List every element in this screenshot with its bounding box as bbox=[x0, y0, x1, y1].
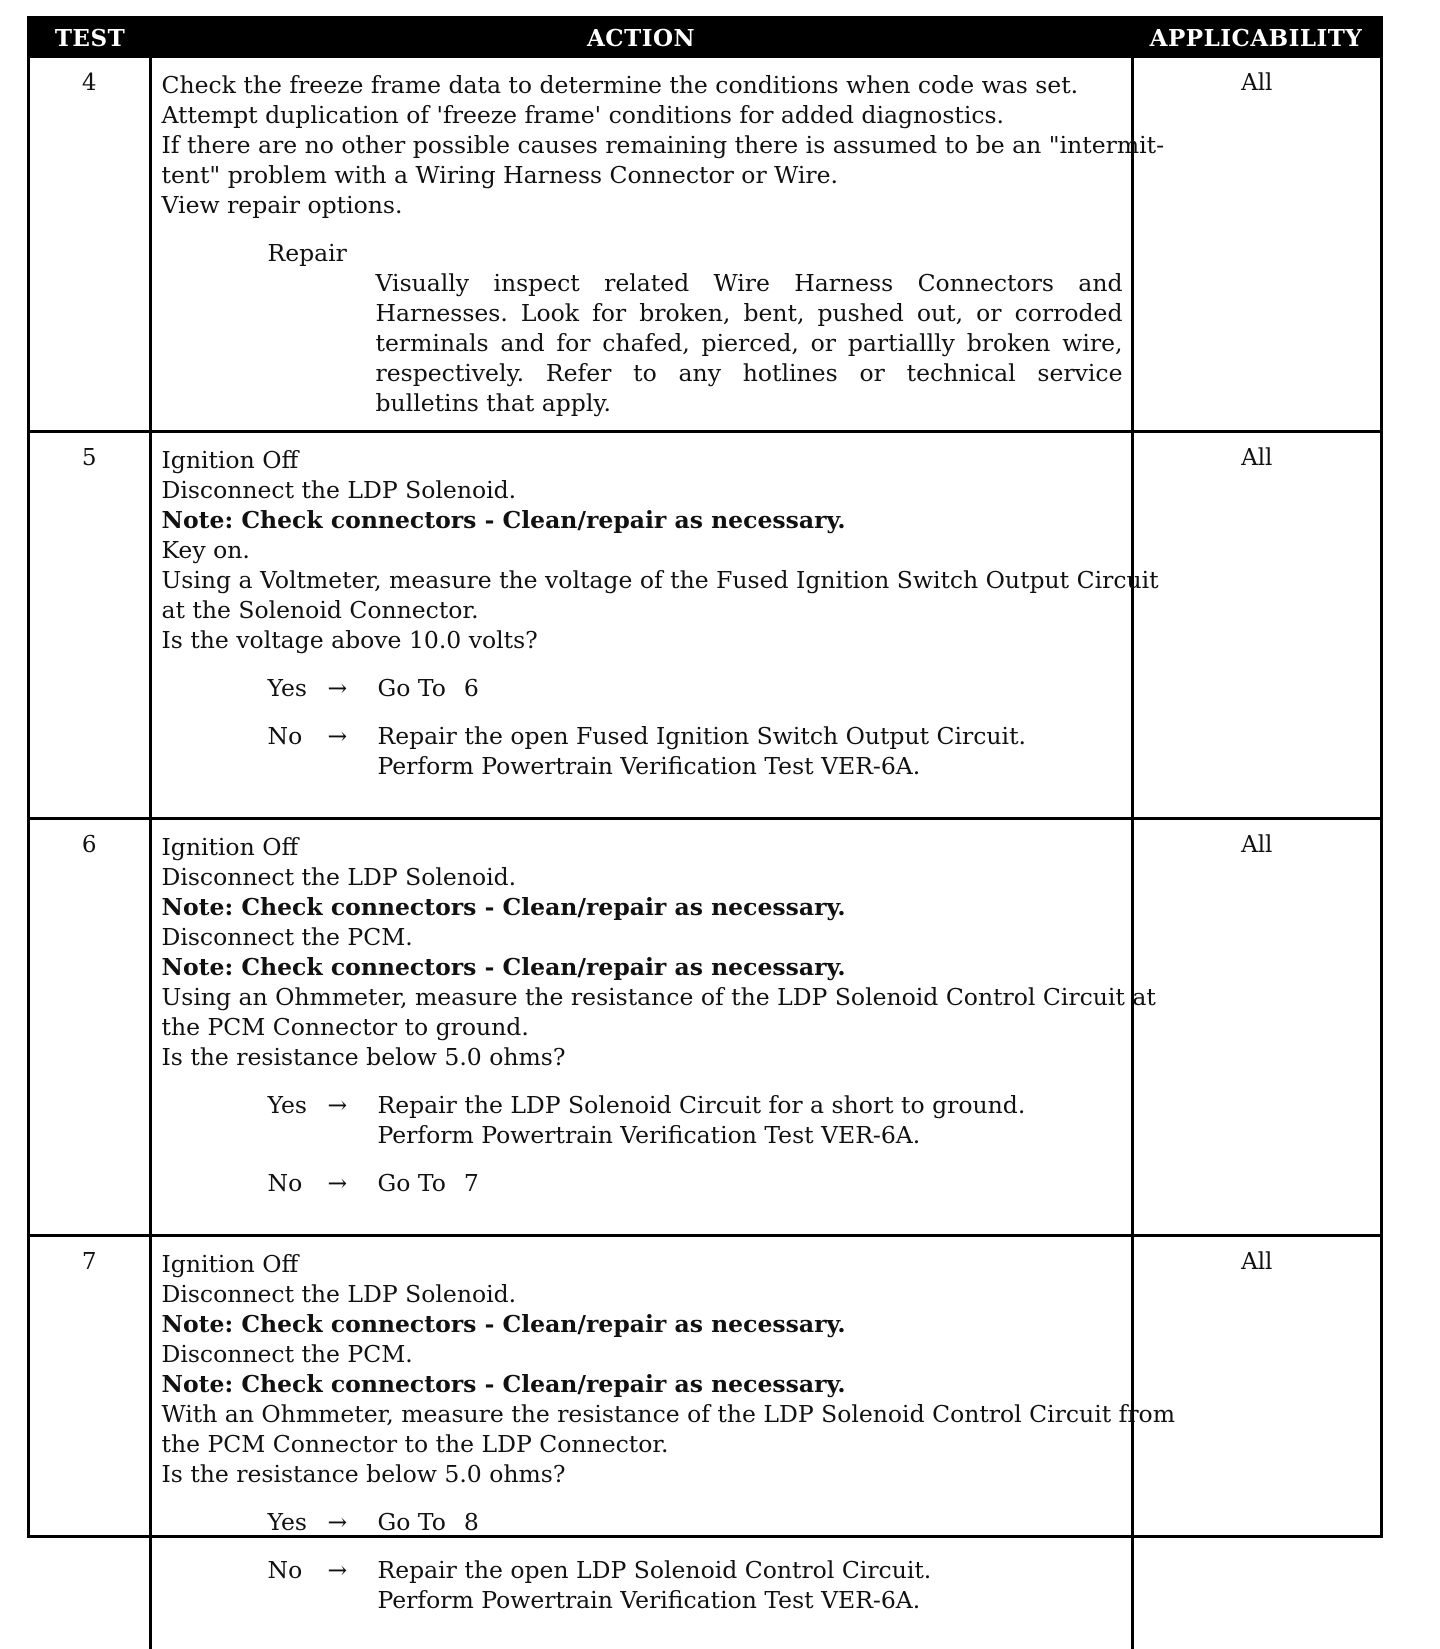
action-line: Using a Voltmeter, measure the voltage of the Fused Ignition Switch Output Circuit bbox=[162, 565, 1123, 595]
action-line: Key on. bbox=[162, 535, 1123, 565]
applicability-value: All bbox=[1132, 432, 1380, 819]
action-cell bbox=[150, 1236, 1132, 1649]
yes-branch bbox=[162, 1507, 1123, 1537]
table-row-test-4 bbox=[30, 58, 1380, 432]
action-line: tent" problem with a Wiring Harness Connector or Wire. bbox=[162, 160, 1123, 190]
test-number: 7 bbox=[30, 1236, 150, 1649]
note-line: Note: Check connectors - Clean/repair as necessary. bbox=[162, 892, 1123, 922]
action-line: at the Solenoid Connector. bbox=[162, 595, 1123, 625]
test-number: 6 bbox=[30, 819, 150, 1236]
action-line: Ignition Off bbox=[162, 1249, 1123, 1279]
note-line: Note: Check connectors - Clean/repair as necessary. bbox=[162, 1369, 1123, 1399]
action-cell bbox=[150, 432, 1132, 819]
action-line: Ignition Off bbox=[162, 832, 1123, 862]
action-line: Disconnect the LDP Solenoid. bbox=[162, 1279, 1123, 1309]
arrow-right-icon: → bbox=[328, 1168, 378, 1198]
action-line: Ignition Off bbox=[162, 445, 1123, 475]
action-line: Disconnect the LDP Solenoid. bbox=[162, 862, 1123, 892]
action-line: Is the resistance below 5.0 ohms? bbox=[162, 1042, 1123, 1072]
result-line: Repair the open LDP Solenoid Control Circuit. bbox=[378, 1555, 1123, 1585]
applicability-value: All bbox=[1132, 1236, 1380, 1649]
arrow-right-icon: → bbox=[328, 721, 378, 781]
goto-text: Go To bbox=[378, 1508, 446, 1536]
result-line: Perform Powertrain Verification Test VER-6A. bbox=[378, 1120, 1123, 1150]
arrow-right-icon: → bbox=[328, 673, 378, 703]
action-line: Attempt duplication of 'freeze frame' conditions for added diagnostics. bbox=[162, 100, 1123, 130]
result-line: Repair the LDP Solenoid Circuit for a short to ground. bbox=[378, 1090, 1123, 1120]
result-line: Perform Powertrain Verification Test VER-6A. bbox=[378, 1585, 1123, 1615]
action-cell bbox=[150, 58, 1132, 432]
action-line: Is the voltage above 10.0 volts? bbox=[162, 625, 1123, 655]
arrow-right-icon: → bbox=[328, 1507, 378, 1537]
repair-label: Repair bbox=[162, 238, 1123, 268]
goto-text: Go To bbox=[378, 674, 446, 702]
action-line: Disconnect the LDP Solenoid. bbox=[162, 475, 1123, 505]
result-line: Repair the open Fused Ignition Switch Output Circuit. bbox=[378, 721, 1123, 751]
no-label: No bbox=[268, 1168, 328, 1198]
goto-number: 8 bbox=[464, 1508, 479, 1536]
test-number: 4 bbox=[30, 58, 150, 432]
action-line: Disconnect the PCM. bbox=[162, 1339, 1123, 1369]
table-row-test-7 bbox=[30, 1236, 1380, 1649]
header-action: ACTION bbox=[150, 19, 1132, 58]
no-branch bbox=[162, 721, 1123, 781]
action-line: the PCM Connector to ground. bbox=[162, 1012, 1123, 1042]
action-line: the PCM Connector to the LDP Connector. bbox=[162, 1429, 1123, 1459]
yes-label: Yes bbox=[268, 1507, 328, 1537]
test-number: 5 bbox=[30, 432, 150, 819]
goto-text: Go To bbox=[378, 1169, 446, 1197]
action-line: If there are no other possible causes remaining there is assumed to be an "intermit- bbox=[162, 130, 1123, 160]
table-header-row bbox=[30, 19, 1380, 58]
note-line: Note: Check connectors - Clean/repair as necessary. bbox=[162, 1309, 1123, 1339]
note-line: Note: Check connectors - Clean/repair as necessary. bbox=[162, 505, 1123, 535]
repair-text: Visually inspect related Wire Harness Connectors and Harnesses. Look for broken, bent, pushed out, or corroded terminals and for chafed, pierced, or partiallly broken wire, respectively. Refer to any hotlines or technical service bulletins that apply. bbox=[162, 268, 1123, 418]
header-test: TEST bbox=[30, 19, 150, 58]
header-applicability: APPLICABILITY bbox=[1132, 19, 1380, 58]
diagnostic-table-frame bbox=[27, 16, 1383, 1538]
action-line: Check the freeze frame data to determine the conditions when code was set. bbox=[162, 70, 1123, 100]
no-label: No bbox=[268, 721, 328, 781]
no-result bbox=[378, 1555, 1123, 1615]
yes-branch bbox=[162, 1090, 1123, 1150]
no-result bbox=[378, 721, 1123, 781]
table-row-test-5 bbox=[30, 432, 1380, 819]
no-result bbox=[378, 1168, 1123, 1198]
yes-label: Yes bbox=[268, 1090, 328, 1150]
arrow-right-icon: → bbox=[328, 1555, 378, 1615]
yes-branch bbox=[162, 673, 1123, 703]
yes-result bbox=[378, 1090, 1123, 1150]
diagnostic-test-table bbox=[30, 19, 1380, 1649]
action-cell bbox=[150, 819, 1132, 1236]
no-label: No bbox=[268, 1555, 328, 1615]
goto-number: 6 bbox=[464, 674, 479, 702]
result-line: Perform Powertrain Verification Test VER-6A. bbox=[378, 751, 1123, 781]
action-line: Disconnect the PCM. bbox=[162, 922, 1123, 952]
goto-number: 7 bbox=[464, 1169, 479, 1197]
no-branch bbox=[162, 1555, 1123, 1615]
action-line: Is the resistance below 5.0 ohms? bbox=[162, 1459, 1123, 1489]
applicability-value: All bbox=[1132, 58, 1380, 432]
table-row-test-6 bbox=[30, 819, 1380, 1236]
action-line: View repair options. bbox=[162, 190, 1123, 220]
yes-result bbox=[378, 673, 1123, 703]
note-line: Note: Check connectors - Clean/repair as necessary. bbox=[162, 952, 1123, 982]
yes-label: Yes bbox=[268, 673, 328, 703]
yes-result bbox=[378, 1507, 1123, 1537]
arrow-right-icon: → bbox=[328, 1090, 378, 1150]
applicability-value: All bbox=[1132, 819, 1380, 1236]
action-line: With an Ohmmeter, measure the resistance of the LDP Solenoid Control Circuit from bbox=[162, 1399, 1123, 1429]
action-line: Using an Ohmmeter, measure the resistance of the LDP Solenoid Control Circuit at bbox=[162, 982, 1123, 1012]
no-branch bbox=[162, 1168, 1123, 1198]
